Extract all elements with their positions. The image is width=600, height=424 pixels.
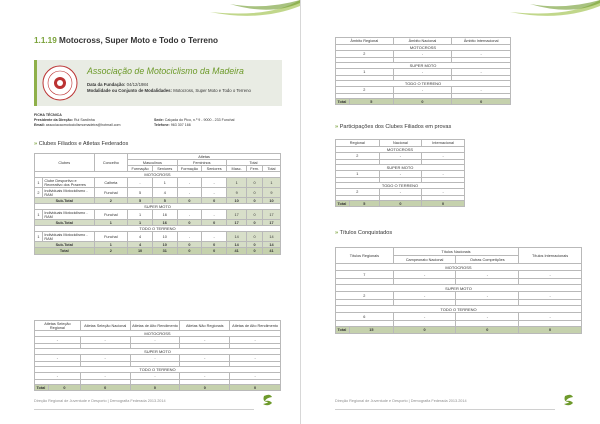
total-cell: 5	[349, 99, 393, 105]
seat-label: Sede:	[154, 118, 164, 123]
seat-value: Calçada do Pico, n.º 9 - 9000 - 233 Funchal	[164, 118, 235, 123]
selections-table	[34, 320, 281, 391]
participation-heading	[335, 124, 451, 130]
table-cell: Clube Desportivo e Recreativo dos Prazeres	[42, 178, 94, 188]
founded-label: Data da Fundação:	[87, 82, 126, 87]
total-cell: 0	[393, 99, 452, 105]
total-cell: 0	[393, 327, 456, 334]
table-cell: 0	[247, 178, 263, 188]
table-cell: -	[456, 292, 519, 300]
total-label: Total	[35, 248, 95, 255]
footer-rule	[34, 409, 254, 410]
table-cell: -	[130, 373, 180, 380]
subtotal-cell: 10	[262, 198, 280, 204]
table-cell: 2	[35, 188, 43, 198]
header-masculinos: Masculinos	[128, 160, 177, 166]
header-campeonato-nacional: Campeonato Nacional	[393, 256, 456, 264]
table-cell: 2	[336, 189, 380, 196]
titles-heading	[335, 230, 392, 236]
category-label: MOTOCROSS	[35, 172, 281, 178]
total-cell: Total	[336, 327, 350, 334]
table-cell: -	[202, 178, 227, 188]
founded-line	[87, 82, 148, 87]
subtotal-cell: 0	[202, 242, 227, 248]
table-cell: Individuais Motociclismo - RAM	[42, 188, 94, 198]
subtotal-label: Sub-Total	[35, 220, 95, 226]
table-cell: -	[35, 373, 81, 380]
total-cell: 41	[262, 248, 280, 255]
total-cell: 0	[247, 248, 263, 255]
total-cell: 0	[456, 327, 519, 334]
subtotal-cell: 16	[152, 220, 177, 226]
header-fem: Fem.	[247, 166, 263, 172]
total-cell: 0	[177, 248, 202, 255]
header-outras-competicoes: Outras Competições	[456, 256, 519, 264]
table-row	[35, 188, 281, 198]
table-cell: -	[393, 87, 452, 94]
clubs-heading-text: Clubes Filiados e Atletas Federados	[38, 141, 129, 147]
table-row	[336, 313, 582, 321]
table-row	[336, 87, 511, 94]
table-cell: 1	[128, 210, 153, 220]
total-cell: 0	[379, 201, 422, 207]
table-cell: Funchal	[94, 188, 128, 198]
total-row	[35, 248, 281, 255]
table-cell: -	[202, 232, 227, 242]
table-row	[35, 210, 281, 220]
table-cell: -	[393, 271, 456, 279]
table-cell: -	[422, 171, 465, 178]
subtotal-cell: 5	[152, 198, 177, 204]
table-cell: 1	[262, 178, 280, 188]
email-label: Email:	[34, 123, 45, 128]
phone-value: 963 307 166	[170, 123, 191, 128]
scope-table	[335, 37, 511, 105]
subtotal-cell: 14	[227, 242, 247, 248]
header-femininos: Femininos	[177, 160, 226, 166]
modalities-value: Motocross, Super Moto e Todo o Terreno	[173, 88, 251, 93]
total-cell: 10	[128, 248, 153, 255]
category-label: SUPER MOTO	[336, 63, 511, 69]
category-label: TODO O TERRENO	[35, 226, 281, 232]
section-title	[34, 36, 218, 45]
total-row	[336, 327, 582, 334]
subtotal-cell: 4	[128, 242, 153, 248]
subtotal-label: Sub-Total	[35, 242, 95, 248]
table-cell: -	[230, 355, 281, 362]
table-row	[336, 271, 582, 279]
header-cell: Âmbito Nacional	[393, 38, 452, 45]
subtotal-cell: 2	[94, 198, 128, 204]
table-cell: -	[180, 373, 230, 380]
table-row	[35, 355, 281, 362]
header-titulos-internacionais: Títulos Internacionais	[519, 248, 582, 264]
subtotal-cell: 1	[94, 242, 128, 248]
leaf-decoration-icon	[510, 0, 600, 20]
table-cell: 7	[336, 271, 394, 279]
table-cell: 17	[227, 210, 247, 220]
table-cell: 4	[152, 188, 177, 198]
total-cell: 0	[180, 385, 230, 391]
footer-text: Direção Regional de Juventude e Desporto | Demografia Federada 2013.2014	[335, 399, 467, 403]
table-cell: -	[180, 337, 230, 344]
chevron-icon: »	[34, 141, 38, 147]
table-cell: -	[393, 313, 456, 321]
table-cell: 2	[336, 51, 394, 58]
table-cell: -	[177, 210, 202, 220]
table-row	[35, 337, 281, 344]
table-row	[35, 232, 281, 242]
footer-logo-icon	[563, 393, 575, 407]
category-label: MOTOCROSS	[336, 264, 582, 271]
table-cell: -	[35, 355, 81, 362]
table-cell: -	[202, 188, 227, 198]
total-cell: 0	[202, 248, 227, 255]
category-label: MOTOCROSS	[336, 147, 465, 153]
subtotal-label: Sub-Total	[35, 198, 95, 204]
total-cell: 0	[80, 385, 130, 391]
table-cell: -	[80, 337, 130, 344]
table-cell: 16	[152, 210, 177, 220]
subtotal-cell: 17	[227, 220, 247, 226]
category-row	[336, 285, 582, 292]
category-row	[336, 306, 582, 313]
total-cell: 31	[152, 248, 177, 255]
header-total2: Total	[262, 166, 280, 172]
clubs-heading	[34, 141, 128, 147]
participation-table	[335, 139, 465, 207]
total-cell: 2	[94, 248, 128, 255]
category-label: TODO O TERRENO	[336, 81, 511, 87]
table-cell: -	[422, 153, 465, 160]
total-cell: 41	[227, 248, 247, 255]
table-cell: 4	[128, 232, 153, 242]
section-title-text: Motocross, Super Moto e Todo o Terreno	[59, 36, 218, 45]
category-label: SUPER MOTO	[35, 349, 281, 355]
category-row	[336, 264, 582, 271]
table-cell: -	[230, 373, 281, 380]
table-cell: 2	[336, 87, 394, 94]
subtotal-cell: 0	[202, 198, 227, 204]
subtotal-cell: 0	[202, 220, 227, 226]
subtotal-cell: 0	[247, 198, 263, 204]
subtotal-cell: 0	[177, 242, 202, 248]
table-cell: -	[180, 355, 230, 362]
table-cell: -	[177, 232, 202, 242]
total-cell: 0	[452, 99, 511, 105]
category-label: SUPER MOTO	[336, 285, 582, 292]
category-label: SUPER MOTO	[336, 165, 465, 171]
category-label: MOTOCROSS	[35, 331, 281, 337]
total-cell: 15	[349, 327, 393, 334]
total-cell: 5	[349, 201, 379, 207]
table-cell: Calheta	[94, 178, 128, 188]
table-cell: 0	[247, 188, 263, 198]
subtotal-cell: 10	[227, 198, 247, 204]
subtotal-cell: 1	[94, 220, 128, 226]
participation-heading-text: Participações dos Clubes Filiados em provas	[339, 124, 452, 130]
table-cell: -	[452, 69, 511, 76]
association-logo-icon	[41, 64, 79, 102]
chevron-icon: »	[335, 230, 339, 236]
header-formacao-f: Formação	[177, 166, 202, 172]
table-cell: 10	[152, 232, 177, 242]
total-cell: 0	[422, 201, 465, 207]
modalities-line	[87, 88, 277, 93]
total-row	[336, 99, 511, 105]
table-cell: -	[230, 337, 281, 344]
table-cell: 1	[35, 178, 43, 188]
footer-logo-icon	[262, 393, 274, 407]
table-row	[336, 153, 465, 160]
table-cell: 0	[247, 210, 263, 220]
table-cell: 1	[336, 69, 394, 76]
header-masc: Masc.	[227, 166, 247, 172]
table-cell: Funchal	[94, 210, 128, 220]
header-titulos-regionais: Títulos Regionais	[336, 248, 394, 264]
leaf-decoration-icon	[210, 0, 300, 20]
header-cell: Internacional	[422, 140, 465, 147]
table-row	[35, 178, 281, 188]
table-cell: -	[519, 271, 582, 279]
category-label: TODO O TERRENO	[336, 183, 465, 189]
table-cell: -	[130, 337, 180, 344]
total-row	[35, 385, 281, 391]
chevron-icon: »	[335, 124, 339, 130]
category-label: MOTOCROSS	[336, 45, 511, 51]
header-cell: Atletas Seleção Regional	[35, 321, 81, 331]
header-cell: Âmbito Internacional	[452, 38, 511, 45]
table-cell: 2	[336, 153, 380, 160]
table-cell: Individuais Motociclismo - RAM	[42, 232, 94, 242]
subtotal-cell: 1	[128, 220, 153, 226]
table-cell: -	[393, 51, 452, 58]
table-cell: Individuais Motociclismo - RAM	[42, 210, 94, 220]
table-cell: Funchal	[94, 232, 128, 242]
email-value[interactable]: associacaomotociclismomadeira@hotmail.com	[45, 123, 121, 128]
subtotal-cell: 0	[177, 198, 202, 204]
subtotal-cell: 0	[247, 220, 263, 226]
table-cell: -	[456, 271, 519, 279]
total-cell: Total	[336, 99, 350, 105]
table-cell: -	[379, 189, 422, 196]
table-cell: 14	[262, 232, 280, 242]
header-atletas: Atletas	[128, 154, 281, 160]
subtotal-cell: 0	[177, 220, 202, 226]
table-row	[336, 171, 465, 178]
total-cell: Total	[336, 201, 350, 207]
category-label: TODO O TERRENO	[35, 367, 281, 373]
subtotal-cell: 14	[262, 242, 280, 248]
header-formacao-m: Formação	[128, 166, 153, 172]
total-cell: 0	[48, 385, 80, 391]
table-cell: -	[456, 313, 519, 321]
header-seniores-m: Seniores	[152, 166, 177, 172]
table-cell: -	[128, 178, 153, 188]
modalities-label: Modalidade ou Conjunto de Modalidades:	[87, 88, 172, 93]
table-cell: -	[379, 153, 422, 160]
total-cell: 0	[230, 385, 281, 391]
header-titulos-nacionais: Títulos Nacionais	[393, 248, 518, 256]
table-cell: -	[422, 189, 465, 196]
header-concelho: Concelho	[94, 154, 128, 172]
section-number: 1.1.19	[34, 36, 57, 45]
table-cell: -	[393, 69, 452, 76]
president-label: Presidente da Direção:	[34, 118, 73, 123]
table-cell: 1	[35, 232, 43, 242]
footer-rule	[335, 409, 555, 410]
table-cell: 14	[227, 232, 247, 242]
association-name: Associação de Motociclismo da Madeira	[87, 66, 244, 76]
table-cell: -	[80, 373, 130, 380]
titles-table	[335, 247, 582, 334]
table-cell: 1	[336, 171, 380, 178]
table-cell: -	[130, 355, 180, 362]
association-card	[34, 60, 282, 106]
table-cell: -	[519, 292, 582, 300]
total-row	[336, 201, 465, 207]
president-value: Rui Sardinha	[73, 118, 95, 123]
table-cell: -	[393, 292, 456, 300]
table-cell: -	[202, 210, 227, 220]
table-row	[336, 51, 511, 58]
table-cell: 2	[336, 292, 394, 300]
table-cell: 9	[262, 188, 280, 198]
table-cell: 0	[247, 232, 263, 242]
total-cell: Total	[35, 385, 49, 391]
titles-heading-text: Títulos Conquistados	[339, 230, 393, 236]
table-cell: 17	[262, 210, 280, 220]
table-cell: -	[379, 171, 422, 178]
table-cell: -	[80, 355, 130, 362]
subtotal-cell: 17	[262, 220, 280, 226]
table-cell: -	[519, 313, 582, 321]
table-cell: -	[35, 337, 81, 344]
total-cell: 0	[519, 327, 582, 334]
table-cell: 6	[336, 313, 394, 321]
table-cell: -	[177, 188, 202, 198]
header-cell: Atletas Seleção Nacional	[80, 321, 130, 331]
table-row	[336, 189, 465, 196]
category-label: SUPER MOTO	[35, 204, 281, 210]
table-cell: 1	[152, 178, 177, 188]
header-cell: Atletas de Alto Rendimento	[130, 321, 180, 331]
phone-label: Telefone:	[154, 123, 170, 128]
founded-value: 04/12/1984	[126, 82, 149, 87]
table-row	[35, 373, 281, 380]
table-cell: -	[452, 87, 511, 94]
header-total: Total	[227, 160, 281, 166]
header-cell: Atletas de Alto Rendimento	[230, 321, 281, 331]
right-page	[300, 0, 600, 424]
tech-heading: FICHA TÉCNICA	[34, 113, 62, 117]
tech-sheet	[34, 113, 284, 129]
table-cell: -	[452, 51, 511, 58]
table-row	[336, 69, 511, 76]
header-clubes: Clubes	[35, 154, 95, 172]
table-cell: 5	[128, 188, 153, 198]
header-cell: Atletas Não Regionais	[180, 321, 230, 331]
table-row	[336, 292, 582, 300]
table-cell: 1	[227, 178, 247, 188]
subtotal-cell: 10	[152, 242, 177, 248]
subtotal-cell: 5	[128, 198, 153, 204]
header-cell: Nacional	[379, 140, 422, 147]
table-cell: 9	[227, 188, 247, 198]
footer-text: Direção Regional de Juventude e Desporto | Demografia Federada 2013.2014	[34, 399, 166, 403]
header-cell: Regional	[336, 140, 380, 147]
header-seniores-f: Seniores	[202, 166, 227, 172]
subtotal-cell: 0	[247, 242, 263, 248]
table-cell: 1	[35, 210, 43, 220]
table-cell: -	[177, 178, 202, 188]
header-cell: Âmbito Regional	[336, 38, 394, 45]
total-cell: 0	[130, 385, 180, 391]
clubs-table	[34, 153, 281, 255]
category-label: TODO O TERRENO	[336, 306, 582, 313]
